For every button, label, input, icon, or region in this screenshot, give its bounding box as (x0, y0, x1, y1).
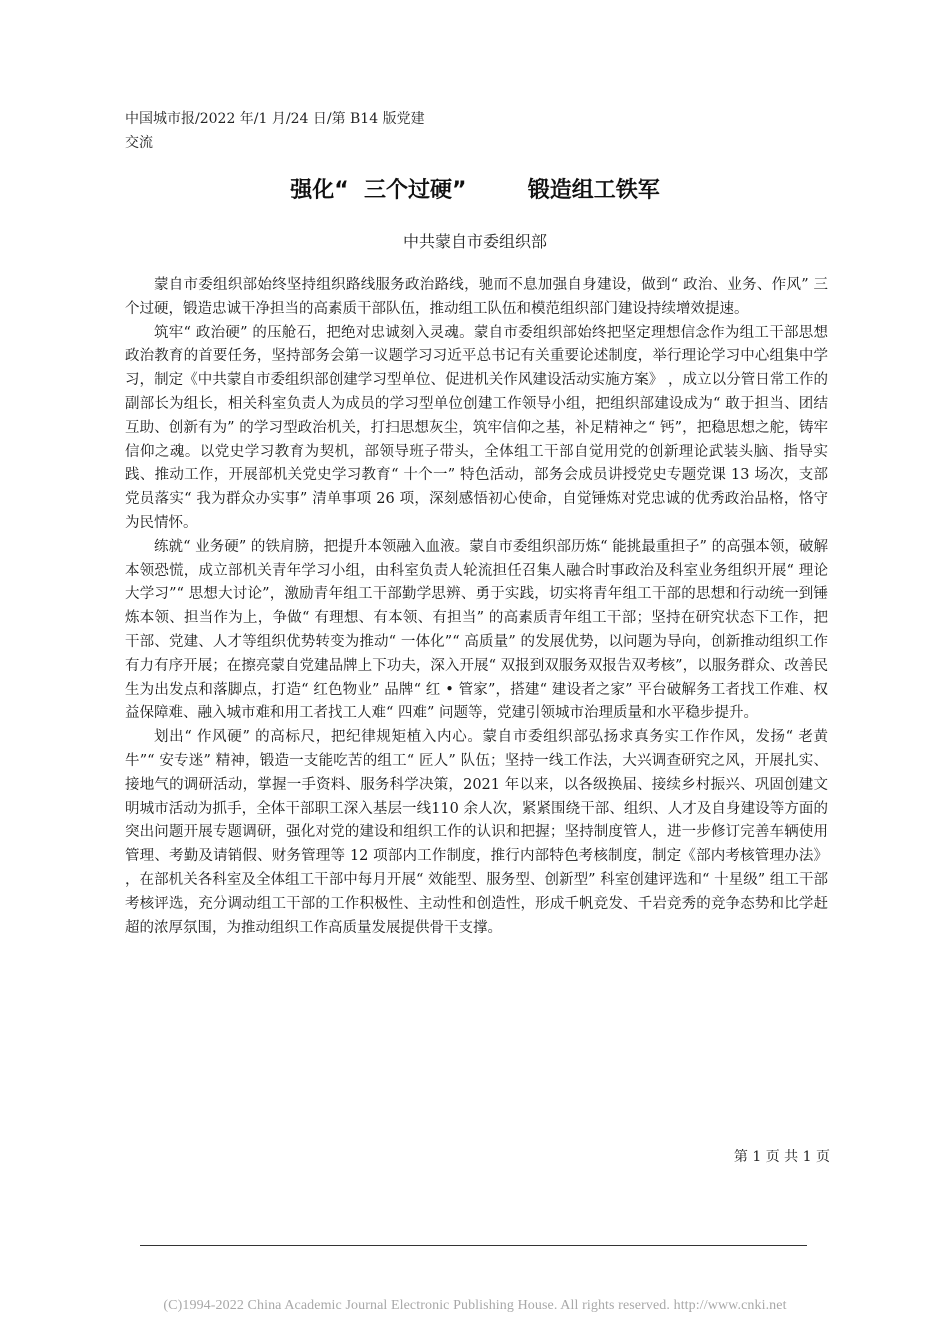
article-title: 强化“ 三个过硬” 锻造组工铁军 (290, 178, 660, 203)
footer-divider (140, 1245, 807, 1246)
article-body (125, 274, 828, 940)
paragraph: 筑牢“ 政治硬” 的压舱石，把绝对忠诚刻入灵魂。蒙自市委组织部始终把坚定理想信念作为组工干部思想政治教育的首要任务，坚持部务会第一议题学习习近平总书记有关重要论述制度，举行理论学习中心组集中学习，制定《中共蒙自市委组织部创建学习型单位、促进机关作风建设活动实施方案》 ，成立以分管日常工作的副部长为组长，相关科室负责人为成员的学习型单位创建工作领导小组，把组织部建设成为“ 敢于担当、团结互助、创新有为” 的学习型政治机关，打扫思想灰尘，筑牢信仰之基，补足精神之“ 钙”，把稳思想之舵，铸牢信仰之魂。以党史学习教育为契机，部领导班子带头，全体组工干部自觉用党的创新理论武装头脑、指导实践、推动工作，开展部机关党史学习教育“ 十个一” 特色活动，部务会成员讲授党史专题党课 13 场次，支部党员落实“ 我为群众办实事” 清单事项 26 项，深刻感悟初心使命，自觉锤炼对党忠诚的优秀政治品格，恪守为民情怀。 (125, 324, 828, 531)
paragraph: 蒙自市委组织部始终坚持组织路线服务政治路线，驰而不息加强自身建设，做到“ 政治、业务、作风” 三个过硬，锻造忠诚干净担当的高素质干部队伍，推动组工队伍和模范组织部门建设持续增效提速。 (125, 277, 828, 317)
article-author: 中共蒙自市委组织部 (402, 232, 547, 251)
source-line: 中国城市报/2022 年/1 月/24 日/第 B14 版党建交流 (125, 111, 425, 151)
paragraph: 练就“ 业务硬” 的铁肩膀，把提升本领融入血液。蒙自市委组织部历炼“ 能挑最重担子” 的高强本领，破解本领恐慌，成立部机关青年学习小组，由科室负责人轮流担任召集人融合时事政治及科室业务组织开展“ 理论大学习”“ 思想大讨论”，激励青年组工干部勤学思辨、勇于实践，切实将青年组工干部的思想和行动统一到锤炼本领、担当作为上，争做“ 有理想、有本领、有担当” 的高素质青年组工干部；坚持在研究状态下工作，把干部、党建、人才等组织优势转变为推动“ 一体化”“ 高质量” 的发展优势，以问题为导向，创新推动组织工作有力有序开展；在擦亮蒙自党建品牌上下功夫，深入开展“ 双报到双服务双报告双考核”，以服务群众、改善民生为出发点和落脚点，打造“ 红色物业” 品牌“ 红 • 管家”，搭建“ 建设者之家” 平台破解务工者找工作难、权益保障难、融入城市难和用工者找工人难“ 四难” 问题等，党建引领城市治理质量和水平稳步提升。 (125, 538, 828, 722)
paragraph: 划出“ 作风硬” 的高标尺，把纪律规矩植入内心。蒙自市委组织部弘扬求真务实工作作风，发扬“ 老黄牛”“ 安专迷” 精神，锻造一支能吃苦的组工“ 匠人” 队伍；坚持一线工作法，大兴调查研究之风，开展扎实、接地气的调研活动，掌握一手资料、服务科学决策，2021 年以来，以各级换届、接续乡村振兴、巩固创建文明城市活动为抓手，全体干部职工深入基层一线110 余人次，紧紧围绕干部、组织、人才及自身建设等方面的突出问题开展专题调研，强化对党的建设和组织工作的认识和把握；坚持制度管人，进一步修订完善车辆使用管理、考勤及请销假、财务管理等 12 项部内工作制度，推行内部特色考核制度，制定《部内考核管理办法》 ，在部机关各科室及全体组工干部中每月开展“ 效能型、服务型、创新型” 科室创建评选和“ 十星级” 组工干部考核评选，充分调动组工干部的工作积极性、主动性和创造性，形成千帆竞发、千岩竞秀的竞争态势和比学赶超的浓厚氛围，为推动组织工作高质量发展提供骨干支撑。 (125, 729, 828, 936)
page-number: 第 1 页 共 1 页 (733, 1149, 830, 1165)
copyright-footer: (C)1994-2022 China Academic Journal Electronic Publishing House. All rights reserved. http://www.cnki.net (163, 1298, 787, 1313)
